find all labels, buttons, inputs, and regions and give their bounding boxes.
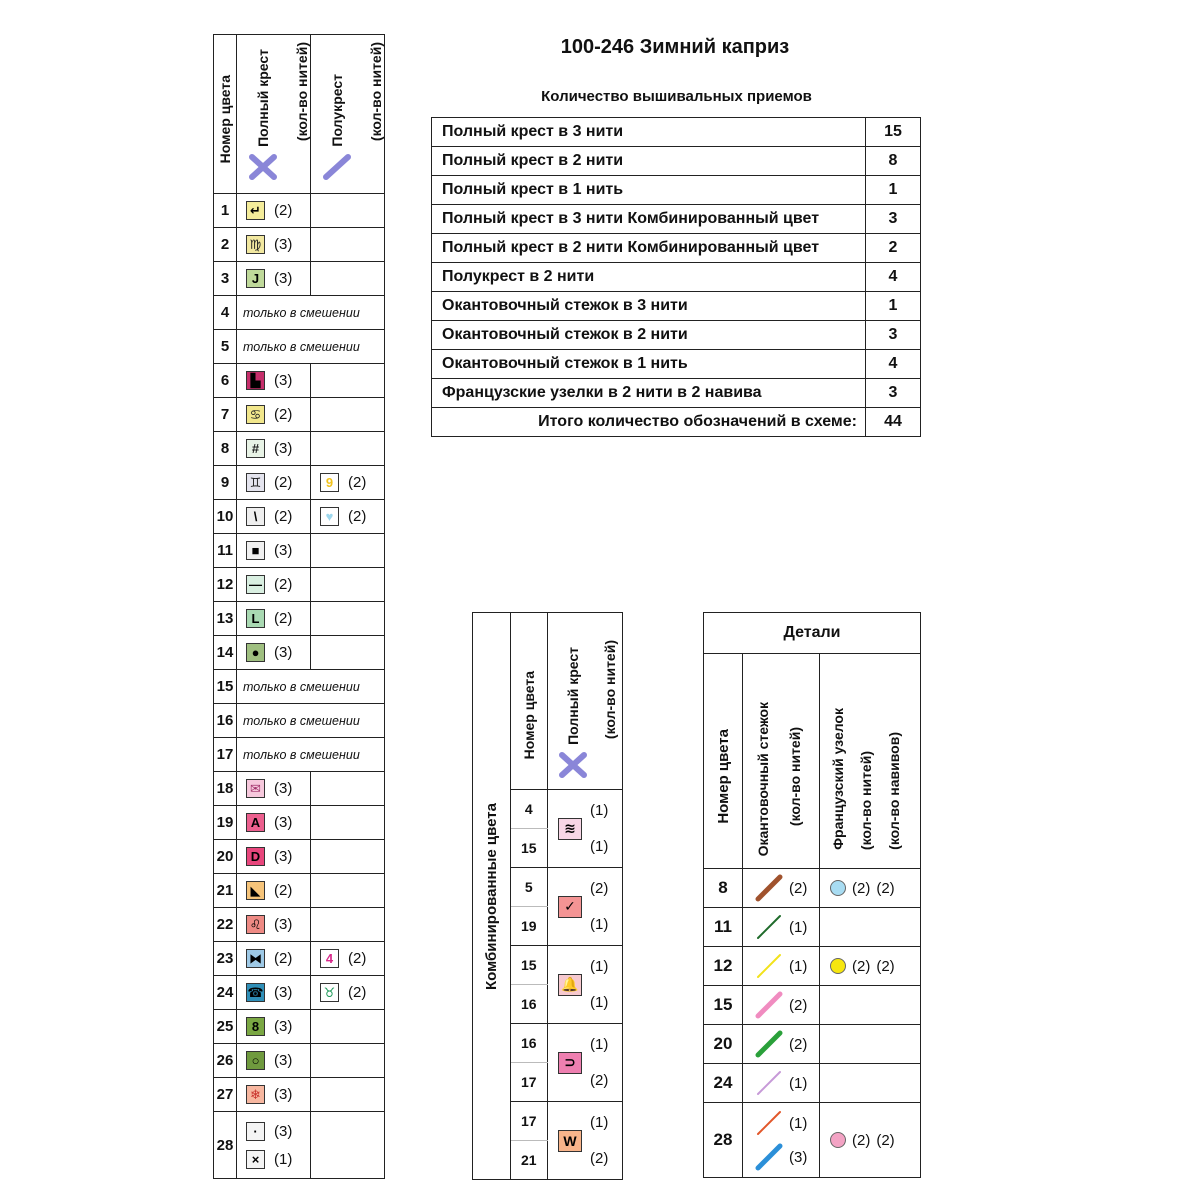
thread-count: (2) [274, 882, 293, 899]
color-number: 16 [510, 1024, 548, 1063]
thread-count: (3) [274, 916, 293, 933]
color-number: 15 [704, 986, 743, 1025]
color-number: 7 [214, 398, 237, 432]
full-cross-cell [237, 942, 311, 976]
color-number: 28 [214, 1112, 237, 1179]
thread-count: (3) [274, 372, 293, 389]
count-value: 2 [866, 234, 921, 263]
full-cross-cell [237, 228, 311, 262]
thread-count: (2) [852, 957, 871, 975]
backstitch-line-icon [755, 1143, 783, 1171]
thread-count: (1) [789, 957, 808, 975]
half-cross-cell [311, 602, 385, 636]
thread-count: (1) [590, 958, 609, 975]
stitch-symbol-icon: ○ [246, 1051, 265, 1070]
legend-row [214, 602, 385, 636]
stitch-symbol-icon: ⧓ [246, 949, 265, 968]
header-number: Номер цвета [214, 35, 237, 194]
color-number: 20 [214, 840, 237, 874]
color-number: 18 [214, 772, 237, 806]
details-header-number: Номер цвета [704, 654, 743, 869]
backstitch-cell [743, 1025, 820, 1064]
legend-row [214, 908, 385, 942]
count-label: Французские узелки в 2 нити в 2 навива [432, 379, 866, 408]
stitch-symbol-icon: ≋ [558, 818, 582, 840]
legend-row [214, 194, 385, 228]
full-cross-icon [248, 153, 278, 181]
legend-row [214, 1078, 385, 1112]
stitch-symbol-icon: D [246, 847, 265, 866]
half-cross-cell [311, 1078, 385, 1112]
count-value: 3 [866, 379, 921, 408]
stitch-symbol-icon: ⊃ [558, 1052, 582, 1074]
half-cross-cell [311, 228, 385, 262]
color-number: 15 [510, 946, 548, 985]
details-row [704, 869, 921, 908]
full-cross-cell [237, 772, 311, 806]
legend-row [214, 840, 385, 874]
count-total-row [432, 408, 921, 437]
full-cross-cell [237, 398, 311, 432]
legend-row [214, 568, 385, 602]
color-number: 23 [214, 942, 237, 976]
legend-row [214, 296, 385, 330]
backstitch-line-icon [755, 913, 783, 941]
thread-count: (3) [274, 848, 293, 865]
legend-row [214, 466, 385, 500]
full-cross-cell [237, 262, 311, 296]
full-cross-cell [237, 194, 311, 228]
half-cross-cell [311, 874, 385, 908]
mix-only-note: только в смешении [237, 670, 385, 704]
full-cross-cell [237, 1010, 311, 1044]
count-label: Полный крест в 1 нить [432, 176, 866, 205]
french-knot-cell [820, 1103, 921, 1178]
thread-count: (1) [590, 1036, 609, 1053]
color-number: 22 [214, 908, 237, 942]
stitch-symbol-icon: × [246, 1150, 265, 1169]
french-knot-cell [820, 1064, 921, 1103]
thread-count: (3) [789, 1148, 808, 1166]
thread-count: (2) [274, 508, 293, 525]
details-header-backstitch: Окантовочный стежок (кол-во нитей) [743, 654, 820, 869]
thread-count: (2) [348, 508, 367, 525]
legend-row [214, 1010, 385, 1044]
stitch-symbol-icon: 8 [246, 1017, 265, 1036]
count-label: Полный крест в 3 нити Комбинированный цвет [432, 205, 866, 234]
thread-count: (2) [348, 474, 367, 491]
half-cross-cell [311, 466, 385, 500]
count-row [432, 321, 921, 350]
half-cross-cell [311, 636, 385, 670]
details-row [704, 1064, 921, 1103]
half-cross-cell [311, 976, 385, 1010]
combo-symbol-cell [548, 1024, 623, 1102]
legend-row [214, 1044, 385, 1078]
french-knot-cell [820, 986, 921, 1025]
color-number: 11 [214, 534, 237, 568]
stitch-symbol-icon: J [246, 269, 265, 288]
combo-symbol-cell [548, 868, 623, 946]
stitch-symbol-icon: 9 [320, 473, 339, 492]
full-cross-cell [237, 1078, 311, 1112]
french-knot-icon [830, 880, 846, 896]
color-number: 12 [704, 947, 743, 986]
stitch-count-table [431, 117, 921, 437]
full-cross-cell [237, 908, 311, 942]
color-number: 15 [214, 670, 237, 704]
stitch-symbol-icon: ◣ [246, 881, 265, 900]
stitch-symbol-icon: ▙ [246, 371, 265, 390]
color-number: 3 [214, 262, 237, 296]
stitch-symbol-icon: ☎ [247, 985, 264, 1000]
color-number: 28 [704, 1103, 743, 1178]
count-value: 8 [866, 147, 921, 176]
full-cross-cell [237, 364, 311, 398]
backstitch-cell [743, 947, 820, 986]
full-cross-icon [558, 751, 588, 779]
half-cross-cell [311, 194, 385, 228]
color-number: 12 [214, 568, 237, 602]
legend-row [214, 534, 385, 568]
french-knot-cell [820, 947, 921, 986]
stitch-symbol-icon: 🔔 [558, 974, 582, 996]
color-number: 10 [214, 500, 237, 534]
thread-count: (3) [274, 270, 293, 287]
wrap-count: (2) [876, 957, 895, 975]
details-table [703, 612, 921, 1178]
combo-header-full-cross: Полный крест (кол-во нитей) [548, 613, 623, 790]
thread-count: (2) [348, 984, 367, 1001]
stitch-symbol-icon: — [246, 575, 265, 594]
full-cross-cell [237, 432, 311, 466]
header-half-cross: Полукрест (кол-во нитей) [311, 35, 385, 194]
legend-row [214, 398, 385, 432]
wrap-count: (2) [876, 1131, 895, 1149]
backstitch-cell [743, 869, 820, 908]
combo-symbol-cell [548, 946, 623, 1024]
full-cross-cell [237, 602, 311, 636]
count-label: Полный крест в 2 нити Комбинированный цвет [432, 234, 866, 263]
details-row [704, 947, 921, 986]
color-number: 14 [214, 636, 237, 670]
count-value: 3 [866, 205, 921, 234]
thread-count: (3) [274, 644, 293, 661]
legend-row [214, 738, 385, 772]
backstitch-cell [743, 986, 820, 1025]
thread-count: (1) [789, 918, 808, 936]
color-number: 8 [704, 869, 743, 908]
half-cross-cell [311, 942, 385, 976]
count-row [432, 176, 921, 205]
thread-count: (1) [274, 1150, 293, 1168]
color-number: 1 [214, 194, 237, 228]
thread-count: (3) [274, 236, 293, 253]
color-number: 13 [214, 602, 237, 636]
color-number: 11 [704, 908, 743, 947]
legend-row [214, 704, 385, 738]
half-cross-cell [311, 772, 385, 806]
color-number: 21 [510, 1141, 548, 1180]
stitch-symbol-icon: ✓ [558, 896, 582, 918]
color-number: 17 [510, 1063, 548, 1102]
count-label: Полный крест в 2 нити [432, 147, 866, 176]
half-cross-cell [311, 1010, 385, 1044]
color-number: 17 [510, 1102, 548, 1141]
color-number: 27 [214, 1078, 237, 1112]
count-row [432, 379, 921, 408]
stitch-symbol-icon: W [558, 1130, 582, 1152]
combo-symbol-cell [548, 790, 623, 868]
thread-count: (2) [789, 879, 808, 897]
thread-count: (1) [789, 1114, 808, 1132]
thread-count: (2) [789, 1035, 808, 1053]
stitch-symbol-icon: ✉ [246, 779, 265, 798]
stitch-symbol-icon: ↵ [246, 201, 265, 220]
legend-row [214, 500, 385, 534]
mix-only-note: только в смешении [237, 296, 385, 330]
details-title: Детали [704, 613, 921, 654]
details-row [704, 908, 921, 947]
color-number: 6 [214, 364, 237, 398]
stitch-symbol-icon: ■ [246, 541, 265, 560]
backstitch-line-icon [755, 1030, 783, 1058]
legend-row [214, 772, 385, 806]
thread-count: (1) [590, 802, 609, 819]
count-value: 3 [866, 321, 921, 350]
thread-count: (3) [274, 814, 293, 831]
count-value: 4 [866, 263, 921, 292]
color-number: 26 [214, 1044, 237, 1078]
count-row [432, 263, 921, 292]
stitch-symbol-icon: ♋ [246, 405, 265, 424]
header-full-cross: Полный крест (кол-во нитей) [237, 35, 311, 194]
backstitch-line-icon [755, 874, 783, 902]
thread-count: (1) [590, 838, 609, 855]
count-label: Окантовочный стежок в 1 нить [432, 350, 866, 379]
backstitch-cell [743, 1103, 820, 1178]
full-cross-cell [237, 874, 311, 908]
french-knot-icon [830, 1132, 846, 1148]
french-knot-cell [820, 869, 921, 908]
color-number: 24 [704, 1064, 743, 1103]
combo-symbol-cell [548, 1102, 623, 1180]
stitch-symbol-icon: # [246, 439, 265, 458]
count-row [432, 147, 921, 176]
color-number: 25 [214, 1010, 237, 1044]
count-value: 4 [866, 350, 921, 379]
backstitch-cell [743, 908, 820, 947]
thread-count: (3) [274, 1018, 293, 1035]
backstitch-cell [743, 1064, 820, 1103]
legend-row [214, 806, 385, 840]
color-number: 24 [214, 976, 237, 1010]
full-cross-cell [237, 1112, 311, 1179]
color-number: 19 [214, 806, 237, 840]
thread-count: (3) [274, 1122, 293, 1140]
thread-count: (2) [852, 879, 871, 897]
color-number: 19 [510, 907, 548, 946]
stitch-symbol-icon: 4 [320, 949, 339, 968]
legend-row [214, 976, 385, 1010]
legend-row [214, 262, 385, 296]
thread-count: (2) [590, 1150, 609, 1167]
half-cross-cell [311, 500, 385, 534]
stitch-symbol-icon: ♊ [246, 473, 265, 492]
thread-count: (2) [274, 474, 293, 491]
legend-row [214, 330, 385, 364]
legend-row [214, 636, 385, 670]
count-label: Окантовочный стежок в 3 нити [432, 292, 866, 321]
backstitch-line-icon [755, 952, 783, 980]
count-label: Полукрест в 2 нити [432, 263, 866, 292]
count-row [432, 205, 921, 234]
thread-count: (1) [590, 916, 609, 933]
thread-count: (2) [274, 202, 293, 219]
thread-count: (3) [274, 440, 293, 457]
details-row [704, 1103, 921, 1178]
details-row [704, 1025, 921, 1064]
half-cross-cell [311, 908, 385, 942]
stitch-symbol-icon: ❄ [246, 1085, 265, 1104]
full-cross-cell [237, 568, 311, 602]
full-cross-cell [237, 500, 311, 534]
half-cross-cell [311, 568, 385, 602]
half-cross-cell [311, 806, 385, 840]
thread-count: (2) [852, 1131, 871, 1149]
color-number: 5 [214, 330, 237, 364]
thread-count: (1) [590, 994, 609, 1011]
thread-count: (2) [590, 880, 609, 897]
legend-row [214, 874, 385, 908]
half-cross-cell [311, 398, 385, 432]
french-knot-cell [820, 1025, 921, 1064]
legend-row [214, 364, 385, 398]
thread-count: (2) [789, 996, 808, 1014]
total-value: 44 [866, 408, 921, 437]
full-cross-cell [237, 1044, 311, 1078]
thread-count: (3) [274, 780, 293, 797]
color-number: 16 [510, 985, 548, 1024]
thread-count: (3) [274, 1086, 293, 1103]
legend-row [214, 432, 385, 466]
legend-row [214, 228, 385, 262]
stitch-symbol-icon: A [246, 813, 265, 832]
legend-row [214, 670, 385, 704]
mix-only-note: только в смешении [237, 330, 385, 364]
main-legend-table [213, 34, 385, 1179]
stitch-symbol-icon: · [246, 1122, 265, 1141]
french-knot-cell [820, 908, 921, 947]
thread-count: (2) [348, 950, 367, 967]
color-number: 4 [510, 790, 548, 829]
backstitch-line-icon [755, 1109, 783, 1137]
count-row [432, 118, 921, 147]
legend-row [214, 942, 385, 976]
half-cross-cell [311, 1112, 385, 1179]
color-number: 17 [214, 738, 237, 772]
color-number: 20 [704, 1025, 743, 1064]
stitch-symbol-icon: L [246, 609, 265, 628]
combo-header-number: Номер цвета [510, 613, 548, 790]
color-number: 5 [510, 868, 548, 907]
half-cross-cell [311, 262, 385, 296]
thread-count: (2) [274, 576, 293, 593]
full-cross-cell [237, 636, 311, 670]
color-number: 8 [214, 432, 237, 466]
color-number: 4 [214, 296, 237, 330]
combined-side-label: Комбинированные цвета [473, 613, 511, 1180]
backstitch-line-icon [755, 1069, 783, 1097]
full-cross-cell [237, 976, 311, 1010]
mix-only-note: только в смешении [237, 738, 385, 772]
count-value: 1 [866, 176, 921, 205]
half-cross-cell [311, 364, 385, 398]
thread-count: (2) [274, 610, 293, 627]
thread-count: (3) [274, 1052, 293, 1069]
details-header-knot: Французский узелок (кол-во нитей) (кол-во навивов) [820, 654, 921, 869]
color-number: 2 [214, 228, 237, 262]
count-value: 15 [866, 118, 921, 147]
french-knot-icon [830, 958, 846, 974]
color-number: 15 [510, 829, 548, 868]
combined-colors-table [472, 612, 623, 1180]
full-cross-cell [237, 534, 311, 568]
thread-count: (1) [590, 1114, 609, 1131]
mix-only-note: только в смешении [237, 704, 385, 738]
stitch-symbol-icon: ♌ [246, 915, 265, 934]
count-row [432, 234, 921, 263]
half-cross-cell [311, 534, 385, 568]
wrap-count: (2) [876, 879, 895, 897]
color-number: 16 [214, 704, 237, 738]
count-row [432, 292, 921, 321]
stitch-symbol-icon: ♥ [320, 507, 339, 526]
count-value: 1 [866, 292, 921, 321]
full-cross-cell [237, 840, 311, 874]
total-label: Итого количество обозначений в схеме: [432, 408, 866, 437]
thread-count: (3) [274, 542, 293, 559]
stitch-symbol-icon: ♉ [320, 983, 339, 1002]
count-row [432, 350, 921, 379]
counts-subtitle: Количество вышивальных приемов [541, 88, 812, 105]
half-cross-cell [311, 840, 385, 874]
full-cross-cell [237, 806, 311, 840]
thread-count: (1) [789, 1074, 808, 1092]
half-cross-cell [311, 1044, 385, 1078]
stitch-symbol-icon: ● [246, 643, 265, 662]
color-number: 9 [214, 466, 237, 500]
half-cross-icon [322, 153, 352, 181]
thread-count: (2) [274, 406, 293, 423]
half-cross-cell [311, 432, 385, 466]
backstitch-line-icon [755, 991, 783, 1019]
stitch-symbol-icon: ♍ [246, 235, 265, 254]
thread-count: (2) [274, 950, 293, 967]
color-number: 21 [214, 874, 237, 908]
count-label: Окантовочный стежок в 2 нити [432, 321, 866, 350]
full-cross-cell [237, 466, 311, 500]
count-label: Полный крест в 3 нити [432, 118, 866, 147]
page-title: 100-246 Зимний каприз [560, 36, 790, 58]
details-row [704, 986, 921, 1025]
legend-row [214, 1112, 385, 1179]
stitch-symbol-icon: \ [246, 507, 265, 526]
thread-count: (3) [274, 984, 293, 1001]
thread-count: (2) [590, 1072, 609, 1089]
